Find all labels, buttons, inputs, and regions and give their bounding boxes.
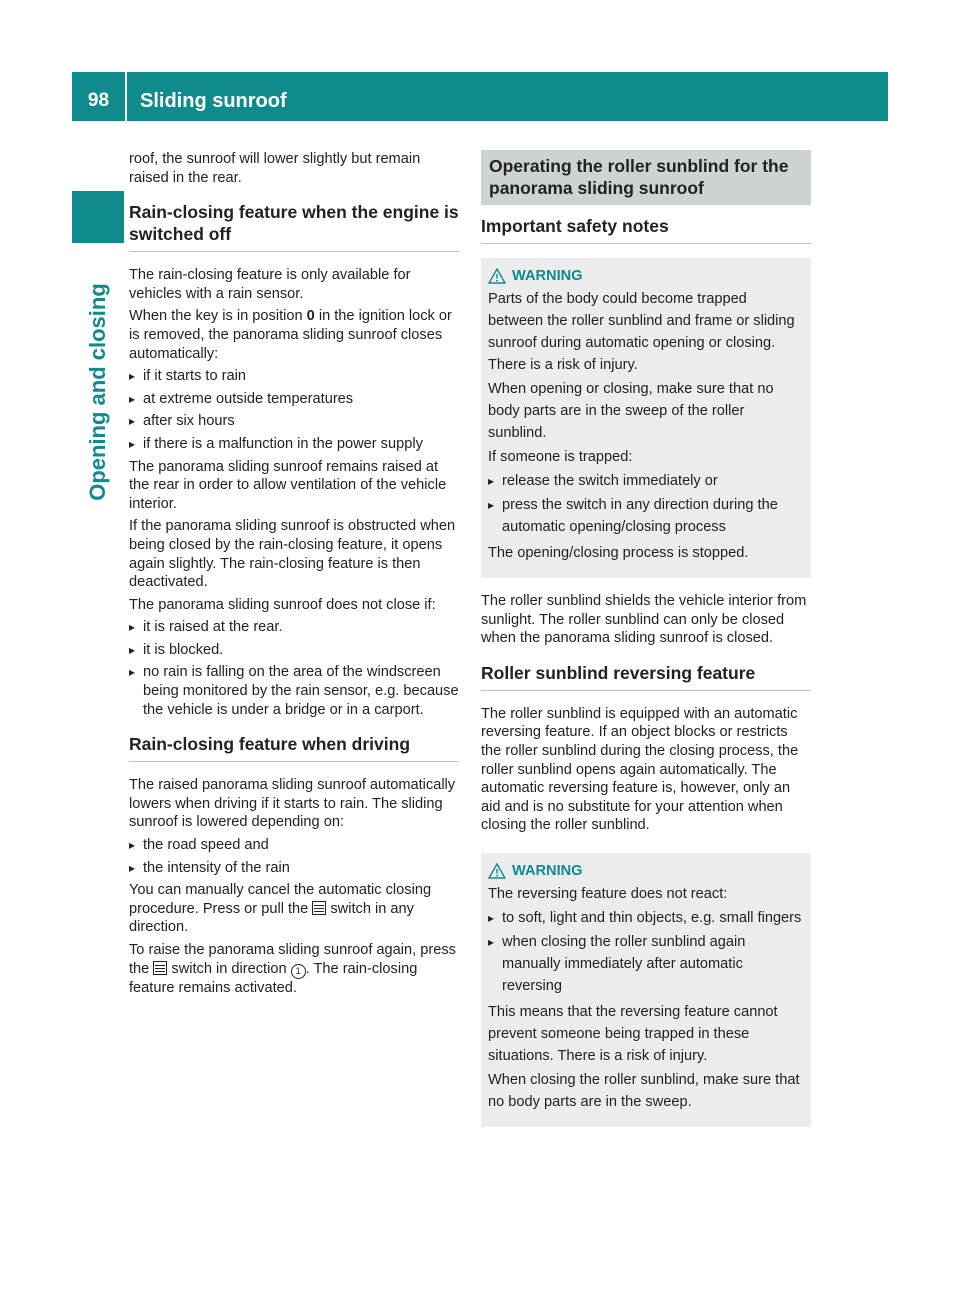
heading-engine-off: Rain-closing feature when the engine is switched off (129, 201, 459, 252)
right-column (481, 150, 811, 1141)
list-item: ▸ at extreme outside temperatures (129, 390, 459, 409)
paragraph: To raise the panorama sliding sunroof again, press the switch in direction 1 . The rain-closing feature remains activated. (129, 942, 456, 996)
list-item: ▸ when closing the roller sunblind again manually immediately after automatic reversing (488, 931, 804, 997)
paragraph: The roller sunblind shields the vehicle interior from sunlight. The roller sunblind can only be closed when the panorama sliding sunroof is closed. (481, 593, 807, 647)
intro-text: roof, the sunroof will lower slightly but remain raised in the rear. (129, 151, 421, 186)
paragraph: Parts of the body could become trapped between the roller sunblind and frame or sliding sunroof during automatic opening or closing. There is a risk of injury. (488, 291, 795, 373)
list-item: ▸ release the switch immediately or (488, 470, 804, 492)
paragraph: The panorama sliding sunroof remains raised at the rear in order to allow ventilation of the vehicle interior. (129, 458, 447, 512)
bullet-list (129, 367, 459, 453)
warning-triangle-icon (488, 268, 506, 284)
list-item: ▸ if there is a malfunction in the power supply (129, 435, 459, 454)
bullet-list (129, 618, 459, 719)
paragraph: If someone is trapped: (488, 449, 633, 465)
paragraph: When closing the roller sunblind, make sure that no body parts are in the sweep. (488, 1071, 800, 1110)
chapter-tab-marker (72, 191, 124, 243)
paragraph: The roller sunblind is equipped with an automatic reversing feature. If an object blocks or restricts the roller sunblind during the closing process, the roller sunblind opens again automatically. The automatic reversing feature is, however, only an aid and is no substitute for your attention when closing the roller sunblind. (481, 705, 799, 834)
heading-safety-notes: Important safety notes (481, 215, 811, 244)
sunroof-switch-icon (312, 901, 326, 915)
paragraph: When the key is in position 0 in the ignition lock or is removed, the panorama sliding sunroof closes automatically: (129, 308, 452, 362)
page-number: 98 (87, 90, 110, 111)
warning-box (481, 258, 811, 578)
list-item: ▸ it is blocked. (129, 641, 459, 660)
paragraph: This means that the reversing feature cannot prevent someone being trapped in these situations. There is a risk of injury. (488, 1003, 778, 1064)
paragraph: When opening or closing, make sure that no body parts are in the sweep of the roller sunblind. (488, 381, 774, 441)
heading-reversing: Roller sunblind reversing feature (481, 662, 811, 691)
chapter-label: Opening and closing (85, 283, 110, 501)
paragraph: The opening/closing process is stopped. (488, 545, 749, 561)
paragraph: If the panorama sliding sunroof is obstructed when being closed by the rain-closing feature, it opens again slightly. The rain-closing feature is then deactivated. (129, 518, 456, 591)
list-item: ▸ if it starts to rain (129, 367, 459, 386)
paragraph: The reversing feature does not react: (488, 885, 728, 902)
list-item: ▸ to soft, light and thin objects, e.g. small fingers (488, 907, 804, 929)
paragraph: The raised panorama sliding sunroof automatically lowers when driving if it starts to rain. The sliding sunroof is lowered depending on: (129, 777, 456, 831)
list-item: ▸ press the switch in any direction during the automatic opening/closing process (488, 494, 804, 538)
warning-box (481, 853, 811, 1127)
section-title: Sliding sunroof (140, 90, 287, 112)
warning-label: WARNING (512, 862, 583, 879)
list-item: ▸ after six hours (129, 412, 459, 431)
bullet-list (129, 836, 459, 877)
paragraph: The panorama sliding sunroof does not close if: (129, 596, 436, 613)
list-item: ▸ it is raised at the rear. (129, 618, 459, 637)
list-item: ▸ the road speed and (129, 836, 459, 855)
warning-label: WARNING (512, 268, 583, 284)
list-item: ▸ the intensity of the rain (129, 859, 459, 878)
paragraph: You can manually cancel the automatic closing procedure. Press or pull the switch in any direction. (129, 882, 432, 936)
bullet-list (488, 907, 804, 997)
heading-operating-sunblind: Operating the roller sunblind for the panorama sliding sunroof (481, 150, 811, 205)
header-divider (125, 72, 127, 121)
direction-1-icon: 1 (291, 964, 306, 979)
heading-driving: Rain-closing feature when driving (129, 733, 459, 762)
paragraph: The rain-closing feature is only available for vehicles with a rain sensor. (129, 267, 411, 302)
list-item: ▸ no rain is falling on the area of the windscreen being monitored by the rain sensor, e.g. because the vehicle is under a bridge or in a carport. (129, 663, 459, 719)
left-column (129, 150, 459, 1001)
bullet-list (488, 470, 804, 538)
warning-triangle-icon (488, 863, 506, 879)
sunroof-switch-icon (153, 961, 167, 975)
